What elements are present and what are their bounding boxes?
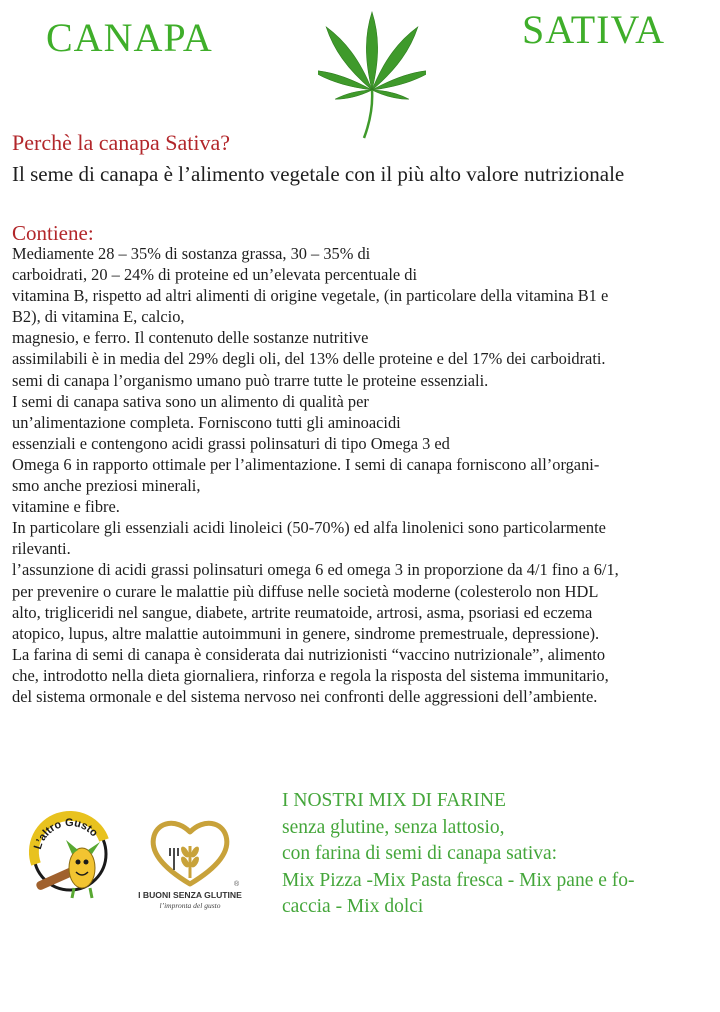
body-line: alto, trigliceridi nel sangue, diabete, artrite reumatoide, artrosi, asma, psoriasi ed eczema <box>12 602 593 622</box>
intro-question: Perchè la canapa Sativa? <box>12 130 231 155</box>
flour-mix-block <box>282 788 712 921</box>
mix-line: con farina di semi di canapa sativa: <box>282 843 558 864</box>
svg-text:l’impronta del gusto: l’impronta del gusto <box>159 901 221 910</box>
svg-text:®: ® <box>234 881 240 888</box>
body-line: assimilabili è in media del 29% degli oli, del 13% delle proteine e del 17% dei carboidrati. <box>12 349 606 369</box>
body-line: La farina di semi di canapa è considerata dai nutrizionisti “vaccino nutrizionale”, alimento <box>12 644 606 664</box>
body-line: I semi di canapa sativa sono un alimento di qualità per <box>12 391 369 411</box>
heart-wheat-fork-logo <box>130 806 250 914</box>
body-line: l’assunzione di acidi grassi polinsaturi omega 6 ed omega 3 in proporzione da 4/1 fino a 6/1, <box>12 560 619 580</box>
title-sativa: SATIVA <box>522 7 666 52</box>
body-line: B2), di vitamina E, calcio, <box>12 307 185 327</box>
contents-heading: Contiene: <box>12 221 94 245</box>
body-line: per prevenire o curare le malattie più diffuse nelle società moderne (colesterolo non HDL <box>12 581 599 601</box>
body-line: semi di canapa l’organismo umano può trarre tutte le proteine essenziali. <box>12 370 489 390</box>
body-line: rilevanti. <box>12 539 71 559</box>
altro-gusto-mascot-logo <box>28 800 112 900</box>
body-line: carboidrati, 20 – 24% di proteine ed un’elevata percentuale di <box>12 265 418 285</box>
mix-line: senza glutine, senza lattosio, <box>282 816 505 838</box>
body-line: Omega 6 in rapporto ottimale per l’alimentazione. I semi di canapa forniscono all’organi- <box>12 454 600 474</box>
body-line: un’alimentazione completa. Forniscono tutti gli aminoacidi <box>12 412 401 432</box>
body-line: vitamine e fibre. <box>12 497 120 517</box>
title-canapa: CANAPA <box>46 15 213 60</box>
svg-text:I BUONI SENZA GLUTINE: I BUONI SENZA GLUTINE <box>138 890 242 900</box>
body-line: smo anche preziosi minerali, <box>12 476 201 496</box>
mix-line: Mix Pizza -Mix Pasta fresca - Mix pane e fo- <box>282 869 635 891</box>
cannabis-leaf-icon <box>318 6 426 140</box>
body-line: del sistema ormonale e del sistema nervoso nei confronti delle aggressioni dell’ambiente. <box>12 686 598 706</box>
mix-title: I NOSTRI MIX DI FARINE <box>282 790 506 811</box>
mix-line: caccia - Mix dolci <box>282 896 424 917</box>
contents-body <box>12 243 716 707</box>
body-line: Mediamente 28 – 35% di sostanza grassa, 30 – 35% di <box>12 244 371 263</box>
body-line: In particolare gli essenziali acidi linoleici (50-70%) ed alfa linolenici sono particolarmente <box>12 518 606 538</box>
body-line: essenziali e contengono acidi grassi polinsaturi di tipo Omega 3 ed <box>12 433 450 453</box>
body-line: magnesio, e ferro. Il contenuto delle sostanze nutritive <box>12 328 369 348</box>
body-line: atopico, lupus, altre malattie autoimmuni in genere, sindrome premestruale, depressione). <box>12 623 600 643</box>
body-line: che, introdotto nella dieta giornaliera, rinforza e regola la risposta del sistema immunitario, <box>12 665 609 685</box>
body-line: vitamina B, rispetto ad altri alimenti di origine vegetale, (in particolare della vitamina B1 e <box>12 286 609 306</box>
svg-text:L’altro Gusto: L’altro Gusto <box>31 816 100 851</box>
intro-statement: Il seme di canapa è l’alimento vegetale con il più alto valore nutrizionale <box>12 162 625 186</box>
